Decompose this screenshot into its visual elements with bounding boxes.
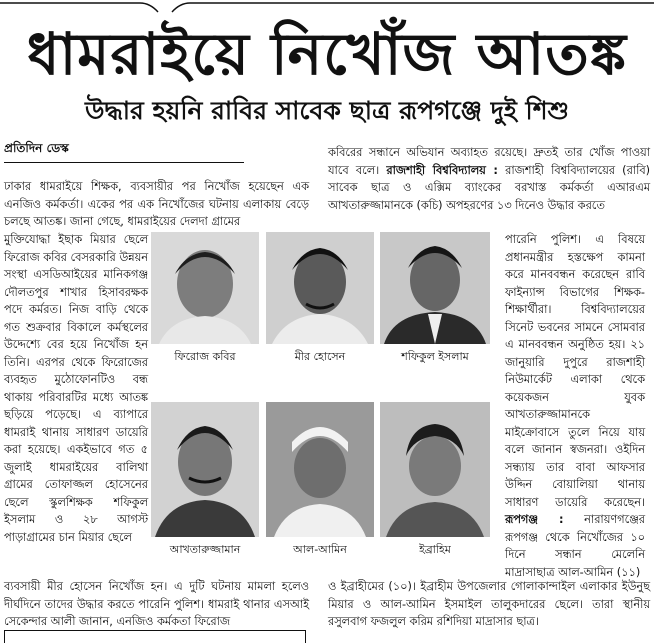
caption-firoz-kabir: ফিরোজ কবির (174, 350, 236, 363)
rupganj-label: রূপগঞ্জ : (505, 513, 564, 526)
rupganj-text: নারায়ণগঞ্জের রূপগঞ্জ থেকে নিখোঁজের ১০ দিনে সন্ধান মেলেনি মাদ্রাসাছাত্র আল-আমিন (১১) (505, 513, 645, 579)
photo-shafiqul-islam (380, 232, 490, 344)
photo-al-amin (266, 402, 374, 537)
rajshahi-continued: পারেনি পুলিশ। এ বিষয়ে প্রধানমন্ত্রীর হস্তক্ষেপ কামনা করে মানববন্ধন করেছেন রাবি ফাইন্যান্স বিভাগের শিক্ষক-শিক্ষার্থীরা। বিশ্ববিদ্যালয়ের সিনেট ভবনের সামনে সোমবার এ মানববন্ধন অনুষ্ঠিত হয়। ২১ জানুয়ারি দুপুরে রাজশাহী নিউমার্কেট এলাকা থেকে কয়েকজন যুবক আখতারুজ্জামানকে মাইক্রোবাসে তুলে নিয়ে যায় বলে জানান স্বজনরা। ওইদিন সন্ধ্যায় তার বাবা আফসার উদ্দিন বোয়ালিয়া থানায় সাধারণ ডায়েরি করেছেন। (505, 233, 645, 509)
bottom-frame (4, 630, 306, 643)
subheadline: উদ্ধার হয়নি রাবির সাবেক ছাত্র রূপগঞ্জে দুই শিশু (84, 96, 570, 125)
byline: প্রতিদিন ডেস্ক (4, 140, 244, 163)
photo-firoz-kabir (151, 232, 259, 344)
right-column-top (328, 144, 650, 214)
right-column-wrap (505, 231, 645, 581)
caption-ibrahim: ইব্রাহিম (419, 543, 451, 556)
rajshahi-label: রাজশাহী বিশ্ববিদ্যালয় : (386, 163, 498, 177)
right-column-top-text: কবিরের সন্ধানে অভিযান অব্যাহত রয়েছে। দ্রুতই তার খোঁজ পাওয়া যাবে বলে। (328, 146, 650, 177)
caption-mir-hossain: মীর হোসেন (294, 350, 346, 363)
left-column-bottom: ব্যবসায়ী মীর হোসেন নিখোঁজ হন। এ দুটি ঘটনায় মামলা হলেও দীর্ঘদিনে তাদের উদ্ধার করতে পারেনি পুলিশ। ধামরাই থানার এসআই সেকেন্দার আলী জানান, এনজিও কর্মকতা ফিরোজ (4, 580, 309, 628)
photo-ibrahim (380, 402, 490, 537)
headline: ধামরাইয়ে নিখোঁজ আতঙ্ক (26, 20, 628, 88)
top-rule (0, 0, 654, 14)
caption-shafiqul-islam: শফিকুল ইসলাম (401, 350, 469, 363)
left-column-wrap: মুক্তিযোদ্ধা ইছাক মিয়ার ছেলে ফিরোজ কবির বেসরকারি উন্নয়ন সংস্থা এসডিআইয়ের মানিকগঞ্জ দৌলতপুর শাখার হিসাবরক্ষক পদে কর্মরত। নিজ বাড়ি থেকে গত শুক্রবার বিকালে কর্মস্থলের উদ্দেশ্যে বের হয়ে নিখোঁজ হন তিনি। এরপর থেকে ফিরোজের ব্যবহৃত মুঠোফোনটিও বন্ধ থাকায় পরিবারটির মধ্যে আতঙ্ক ছড়িয়ে পড়েছে। এ ব্যাপারে ধামরাই থানায় সাধারণ ডায়েরি করা হয়েছে। একইভাবে গত ৫ জুলাই ধামরাইয়ের বালিথা গ্রামের তোফাজ্জল হোসেনের ছেলে স্কুলশিক্ষক শফিকুল ইসলাম ও ২৮ আগস্ট পাড়াগ্রামের চান মিয়ার ছেলে (4, 233, 148, 544)
photo-akhtaruzzaman (151, 402, 259, 537)
right-column-bottom: ও ইব্রাহীমের (১০)। ইব্রাহীম উপজেলার গোলাকান্দাইল এলাকার ইউনুছ মিয়ার ও আল-আমিন ইসমাইল তালুকদারের ছেলে। তারা স্থানীয় রসুলবাগ ফজলুল করিম রশিদিয়া মাদ্রাসার ছাত্র। (328, 580, 650, 628)
left-column-intro: ঢাকার ধামরাইয়ে শিক্ষক, ব্যবসায়ীর পর নিখোঁজ হয়েছেন এক এনজিও কর্মকর্তা। একের পর এক নিখোঁজের ঘটনায় এলাকায় বেড়ে চলছে আতঙ্ক। জানা গেছে, ধামরাইয়ের দেলদা গ্রামের (4, 180, 309, 228)
rajshahi-text: রাজশাহী বিশ্ববিদ্যালয়ের (রাবি) সাবেক ছাত্র ও এক্সিম ব্যাংকের বরখাস্ত কর্মকর্তা এআরএম আখতারুজ্জামানকে (কচি) অপহরণের ১৩ দিনেও উদ্ধার করতে (328, 163, 651, 212)
photo-mir-hossain (266, 232, 374, 344)
caption-al-amin: আল-আমিন (293, 543, 347, 556)
caption-akhtaruzzaman: আখতারুজ্জামান (169, 543, 241, 556)
